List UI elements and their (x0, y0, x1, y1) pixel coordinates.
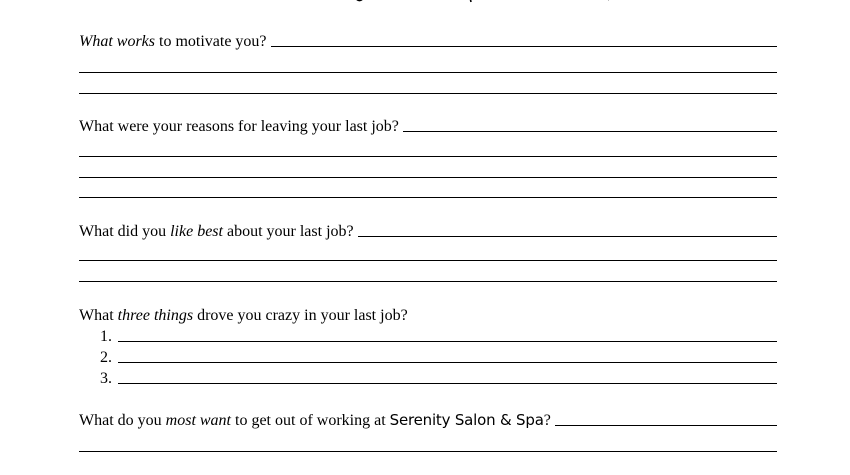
question-three-things-suffix: drove you crazy in your last job? (193, 307, 408, 324)
question-like-best-prefix: What did you (79, 223, 171, 240)
answer-line-like-best-2[interactable] (79, 260, 777, 261)
answer-line-like-best-1[interactable] (358, 236, 777, 237)
question-motivation-text (79, 33, 271, 51)
answer-line-motivation-3[interactable] (79, 93, 777, 94)
answer-line-motivation-1[interactable] (271, 46, 777, 47)
numbered-answer-1 (100, 324, 777, 344)
question-most-want-prefix: What do you (79, 412, 166, 429)
question-motivation (79, 29, 777, 49)
numbered-answer-label: 3. (100, 370, 112, 387)
question-most-want (79, 408, 777, 428)
question-motivation-italic: What works (79, 33, 155, 50)
answer-line-most-want-2[interactable] (79, 451, 777, 452)
answer-line-most-want-1[interactable] (555, 425, 777, 426)
question-most-want-text (79, 411, 555, 430)
question-like-best-text (79, 223, 358, 241)
question-three-things-italic: three things (117, 307, 194, 324)
salon-name: Serenity Salon & Spa (389, 411, 544, 429)
question-motivation-suffix: to motivate you? (155, 33, 267, 50)
question-like-best (79, 219, 777, 239)
question-like-best-suffix: about your last job? (222, 223, 354, 240)
numbered-answer-label: 1. (100, 328, 112, 345)
question-like-best-italic: like best (170, 223, 223, 240)
question-most-want-middle: to get out of working at (231, 412, 390, 429)
question-three-things-text (79, 307, 412, 325)
numbered-answer-line[interactable] (118, 362, 777, 363)
question-reasons-leaving-text: What were your reasons for leaving your last job? (79, 118, 399, 135)
answer-line-motivation-2[interactable] (79, 72, 777, 73)
question-most-want-suffix: ? (543, 412, 551, 429)
numbered-answer-3 (100, 366, 777, 386)
answer-line-reasons-4[interactable] (79, 197, 777, 198)
answer-line-reasons-1[interactable] (403, 131, 777, 132)
question-three-things-prefix: What (79, 307, 118, 324)
answer-line-reasons-2[interactable] (79, 156, 777, 157)
numbered-answer-line[interactable] (118, 341, 777, 342)
question-most-want-italic: most want (165, 412, 231, 429)
numbered-answer-2 (100, 345, 777, 365)
answer-line-like-best-3[interactable] (79, 281, 777, 282)
numbered-answer-label: 2. (100, 349, 112, 366)
heading-fragment (322, 0, 632, 8)
answer-line-reasons-3[interactable] (79, 177, 777, 178)
numbered-answer-line[interactable] (118, 383, 777, 384)
question-three-things (79, 303, 777, 323)
question-reasons-leaving (79, 114, 777, 134)
